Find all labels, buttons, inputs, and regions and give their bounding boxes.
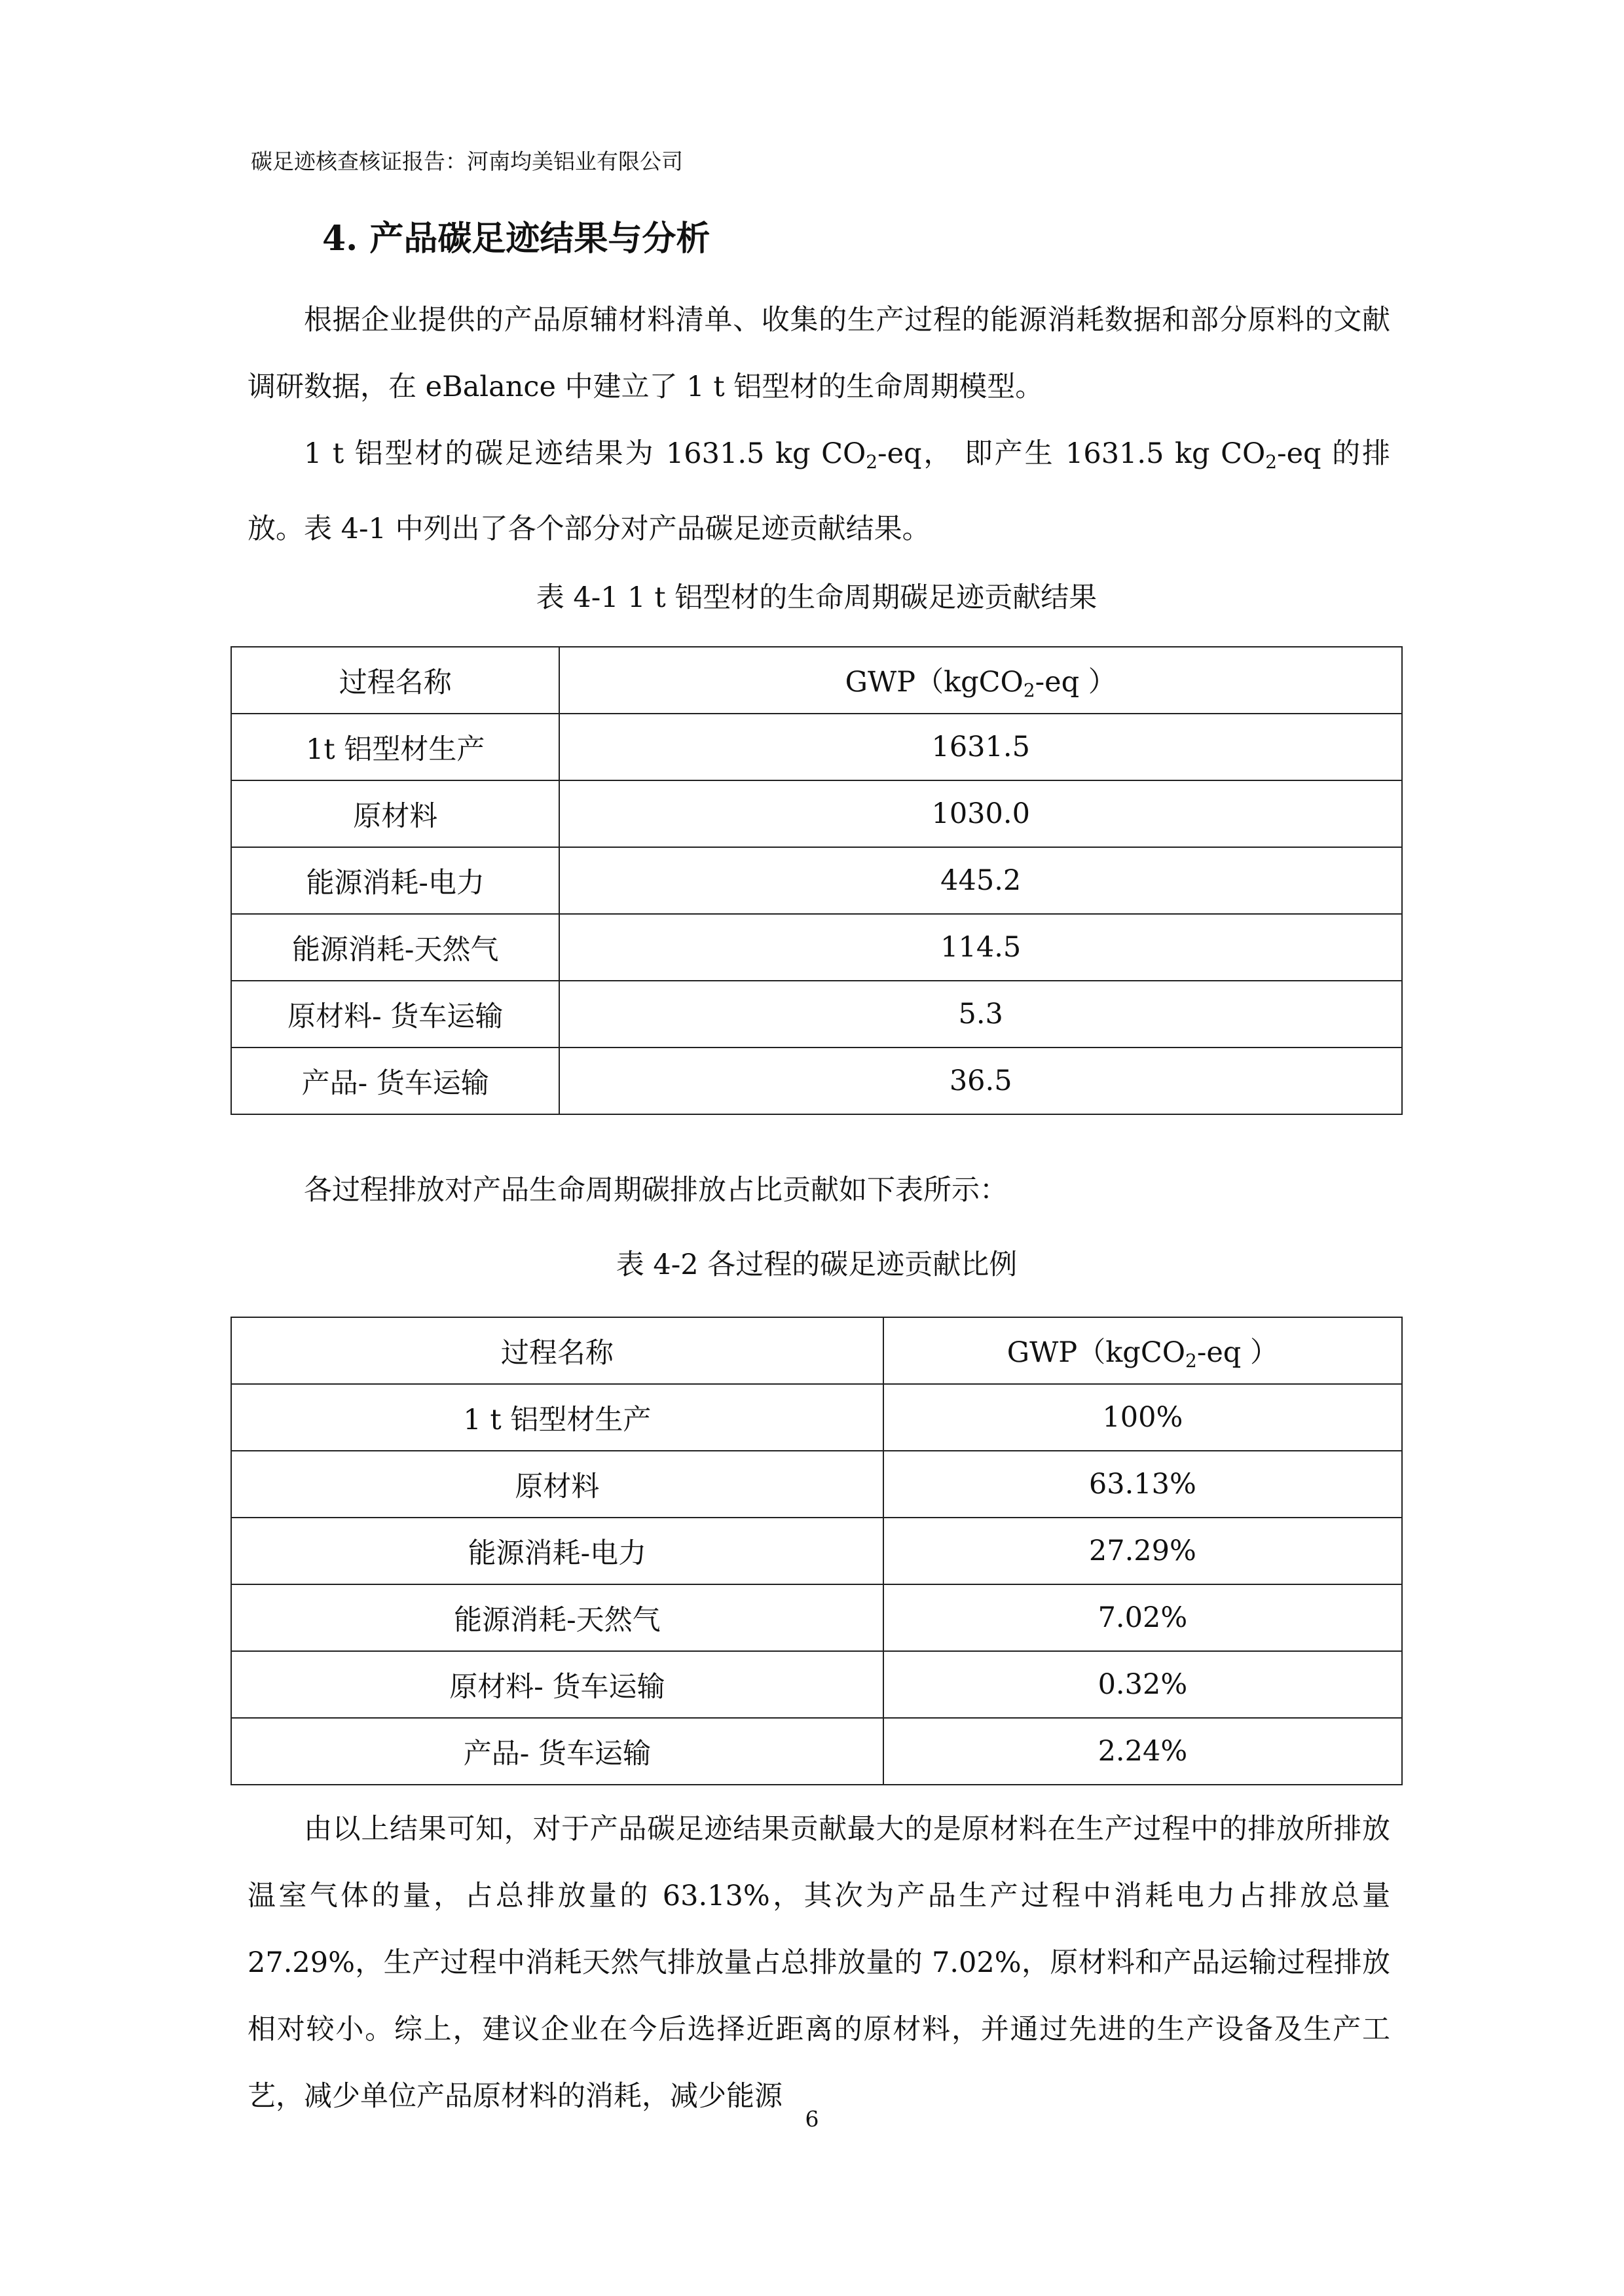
header-process-cell: 过程名称 [231, 647, 559, 714]
section-title: 4. 产品碳足迹结果与分析 [322, 219, 710, 259]
table-header-row [231, 647, 1402, 714]
process-cell: 能源消耗-电力 [231, 847, 559, 914]
table2-caption: 表 4-2 各过程的碳足迹贡献比例 [616, 1248, 1018, 1281]
value-cell: 445.2 [559, 847, 1402, 914]
process-cell: 能源消耗-电力 [231, 1518, 883, 1584]
process-cell: 原材料 [231, 780, 559, 847]
header-gwp-cell [559, 647, 1402, 714]
process-cell: 原材料 [231, 1451, 883, 1518]
header-gwp-subscript: 2 [1185, 1349, 1197, 1372]
table-row [231, 981, 1402, 1048]
table-row [231, 914, 1402, 981]
header-gwp-text: GWP（kgCO [1006, 1336, 1185, 1369]
intro-paragraph: 根据企业提供的产品原辅材料清单、收集的生产过程的能源消耗数据和部分原料的文献调研数据，在 eBalance 中建立了 1 t 铝型材的生命周期模型。 [248, 304, 1390, 403]
result-subscript-1: 2 [866, 451, 878, 473]
header-process-cell: 过程名称 [231, 1317, 883, 1384]
table-row [231, 1584, 1402, 1651]
conclusion-paragraph: 由以上结果可知，对于产品碳足迹结果贡献最大的是原材料在生产过程中的排放所排放温室气体的量，占总排放量的 63.13%，其次为产品生产过程中消耗电力占排放总量 27.29%，生产过程中消耗天然气排放量占总排放量的 7.02%，原材料和产品运输过程排放相对较小。综上，建议企业在今后选择近距离的原材料，并通过先进的生产设备及生产工艺，减少单位产品原材料的消耗，减少能源 [248, 1813, 1390, 2113]
value-cell: 114.5 [559, 914, 1402, 981]
process-cell: 产品- 货车运输 [231, 1718, 883, 1785]
table1 [231, 646, 1403, 1115]
table-row [231, 1518, 1402, 1584]
table-row [231, 847, 1402, 914]
result-text-3: -eq 的排放。表 4-1 中列出了各个部分对产品碳足迹贡献结果。 [248, 437, 1390, 545]
value-cell: 1631.5 [559, 714, 1402, 780]
value-cell: 63.13% [883, 1451, 1402, 1518]
value-cell: 1030.0 [559, 780, 1402, 847]
header-gwp-subscript: 2 [1023, 679, 1035, 701]
between-tables-paragraph: 各过程排放对产品生命周期碳排放占比贡献如下表所示： [304, 1174, 1008, 1207]
table-row [231, 1384, 1402, 1451]
table1-caption: 表 4-1 1 t 铝型材的生命周期碳足迹贡献结果 [536, 581, 1098, 614]
value-cell: 100% [883, 1384, 1402, 1451]
table-row [231, 1048, 1402, 1114]
header-gwp-cell [883, 1317, 1402, 1384]
value-cell: 0.32% [883, 1651, 1402, 1718]
value-cell: 27.29% [883, 1518, 1402, 1584]
page-number: 6 [805, 2106, 819, 2132]
value-cell: 2.24% [883, 1718, 1402, 1785]
table-row [231, 714, 1402, 780]
table-row [231, 1651, 1402, 1718]
process-cell: 1 t 铝型材生产 [231, 1384, 883, 1451]
result-text-1: 1 t 铝型材的碳足迹结果为 1631.5 kg CO [304, 437, 866, 470]
table2 [231, 1317, 1403, 1785]
result-subscript-2: 2 [1265, 451, 1278, 473]
table-row [231, 1451, 1402, 1518]
table-row [231, 780, 1402, 847]
value-cell: 7.02% [883, 1584, 1402, 1651]
value-cell: 5.3 [559, 981, 1402, 1048]
header-gwp-suffix: -eq ） [1035, 665, 1116, 699]
result-paragraph [248, 420, 1390, 562]
result-text-2: -eq， 即产生 1631.5 kg CO [877, 437, 1266, 470]
header-gwp-text: GWP（kgCO [845, 665, 1024, 699]
process-cell: 1t 铝型材生产 [231, 714, 559, 780]
table-header-row [231, 1317, 1402, 1384]
process-cell: 原材料- 货车运输 [231, 1651, 883, 1718]
process-cell: 原材料- 货车运输 [231, 981, 559, 1048]
process-cell: 能源消耗-天然气 [231, 914, 559, 981]
process-cell: 产品- 货车运输 [231, 1048, 559, 1114]
table-row [231, 1718, 1402, 1785]
header-gwp-suffix: -eq ） [1196, 1336, 1278, 1369]
page-header: 碳足迹核查核证报告：河南均美铝业有限公司 [251, 149, 683, 174]
process-cell: 能源消耗-天然气 [231, 1584, 883, 1651]
value-cell: 36.5 [559, 1048, 1402, 1114]
